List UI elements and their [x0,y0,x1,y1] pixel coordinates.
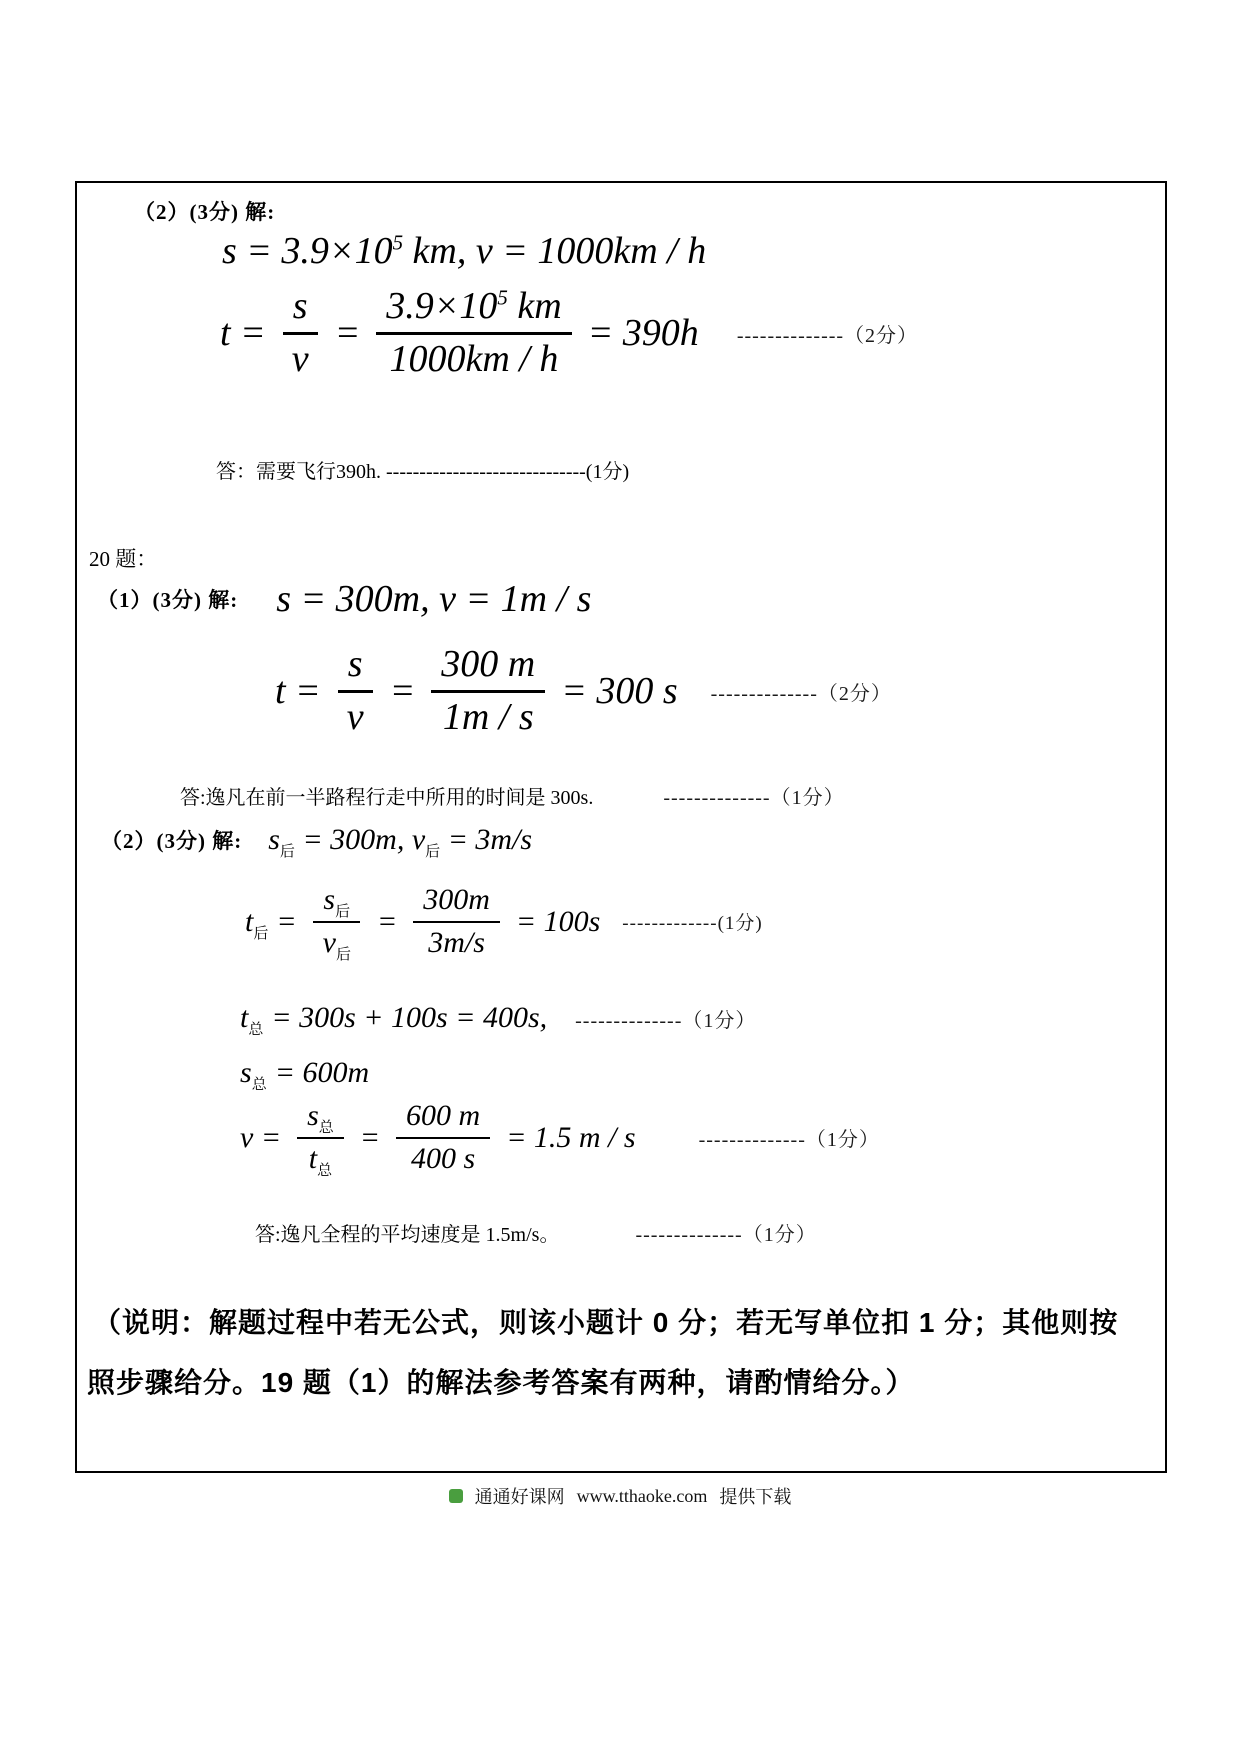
total-distance-expression: = 600m [274,1056,370,1089]
var-s: s [323,883,336,916]
grading-note-line-2: 照步骤给分。19 题（1）的解法参考答案有两种，请酌情给分。） [87,1367,915,1398]
var-v: v [322,925,336,959]
equation-20-2-total-time [240,1001,757,1038]
var-v-equals: v = [240,1120,282,1154]
problem-20-1-header-row [97,577,591,621]
fraction-values [396,1099,490,1176]
equation-20-2-total-distance [240,1056,370,1093]
sub-hou: 后 [425,844,441,860]
var-s: s [240,1056,252,1089]
score-label: （1分） [682,1009,757,1032]
num-post: km [507,285,562,327]
page-footer [0,1483,1240,1509]
denominator-v-hou [313,923,361,961]
numerator-300m: 300m [413,883,500,923]
numerator-s-hou [313,883,360,923]
numerator-s: s [338,643,373,693]
answer-20-1-row [180,781,845,810]
var-t-zong [240,1001,264,1038]
exponent: 5 [392,230,404,255]
var-t: t [308,1141,318,1175]
score-label: （1分） [770,787,845,809]
denominator-t-zong [299,1139,342,1177]
sub-hou: 后 [279,844,295,860]
problem-20-2-header-row [101,823,533,860]
score-label: （1分） [742,1224,817,1246]
footer-download-text: 提供下载 [719,1487,792,1507]
sub-zong: 总 [251,1077,267,1093]
equals-sign: = [389,670,416,713]
score-mark-1pt [663,781,844,810]
problem-20-2-header: （2）(3分) 解: [101,829,243,853]
footer-url: www.tthaoke.com [576,1485,708,1506]
denominator-value: 1000km / h [389,337,559,380]
fraction-shou-over-vhou [313,883,361,963]
equals-sign: = [376,904,398,938]
var-t: t [240,1001,249,1034]
fraction-values [413,883,500,960]
equation-20-2-average-speed [240,1099,880,1179]
equals-sign: = [359,1120,381,1154]
equals-sign: = [334,312,361,355]
dashes: -------------- [736,324,845,347]
dashes: ------------- [622,913,718,934]
sub-hou: 后 [335,904,351,920]
var-t-hou [245,904,269,942]
var-s: s [307,1099,319,1132]
answer-19-2: 答：需要飞行390h. ------------------------------(1分) [216,461,630,483]
problem-20-1-header: （1）(3分) 解: [97,588,239,612]
fraction-values [431,643,545,739]
given-mid: = 300m, v [294,823,426,856]
dashes: -------------- [663,787,771,809]
total-time-expression: = 300s + 100s = 400s, [271,1001,548,1034]
problem-20-title: 20 题： [89,547,158,571]
denominator-3ms: 3m/s [428,925,485,959]
dashes: -------------- [710,682,818,705]
var-t: t [245,904,254,938]
score-mark-2pt [711,677,892,706]
dashes: -------------- [575,1009,683,1032]
sub-hou: 后 [335,946,351,963]
denominator-v: v [291,337,309,380]
result-100s: = 100s [515,904,601,938]
score-label: （2分） [844,324,919,347]
score-mark-1pt [635,1218,816,1247]
given-pre: s = 3.9×10 [222,230,393,272]
equals-sign: = [276,904,297,938]
content-frame [75,181,1167,1473]
result-390h: = 390h [587,312,699,355]
score-label: (1分) [717,913,763,934]
sub-zong: 总 [317,1162,333,1179]
result-1.5ms: = 1.5 m / s [506,1120,636,1154]
fraction-szong-over-tzong [297,1099,344,1179]
score-mark-2pt [737,319,918,348]
fraction-s-over-v [282,285,319,381]
fraction-s-over-v [337,643,374,739]
var-s-zong [240,1056,267,1093]
result-300s: = 300 s [561,670,678,713]
denominator-1ms: 1m / s [442,695,534,738]
numerator-s: s [283,285,318,335]
sub-hou: 后 [253,925,269,942]
score-mark-1pt [699,1123,880,1152]
fraction-values [376,285,571,381]
var-s: s [268,823,280,856]
score-label: （2分） [817,682,892,705]
equation-19-2 [220,285,918,381]
denominator-400s: 400 s [411,1141,476,1175]
numerator-600m: 600 m [396,1099,490,1139]
var-t-equals: t = [220,312,266,355]
numerator-300m: 300 m [431,643,545,693]
answer-20-1: 答:逸凡在前一半路程行走中所用的时间是 300s. [180,787,594,809]
formula-20-1-given: s = 300m, v = 1m / s [276,578,592,620]
answer-20-2: 答:逸凡全程的平均速度是 1.5m/s。 [255,1224,560,1246]
given-end: = 3m/s [440,823,533,856]
sub-zong: 总 [318,1120,334,1136]
formula-20-2-given [268,823,533,860]
sub-zong: 总 [248,1022,264,1038]
denominator-v: v [346,695,364,738]
numerator-value [376,285,571,335]
var-t-equals: t = [275,670,321,713]
score-mark-1pt [575,1004,756,1033]
dashes: -------------- [698,1129,806,1151]
score-label: （1分） [805,1129,880,1151]
dashes: -------------- [635,1224,743,1246]
num-pre: 3.9×10 [386,285,498,327]
score-mark-1pt [622,908,762,935]
equation-20-2-time [245,883,763,963]
exponent: 5 [497,285,508,310]
numerator-s-zong [297,1099,344,1139]
grading-note-line-1: （说明：解题过程中若无公式，则该小题计 0 分；若无写单位扣 1 分；其他则按 [93,1307,1119,1338]
answer-20-2-row [255,1218,817,1247]
footer-logo-icon [449,1489,463,1503]
footer-site-name: 通通好课网 [474,1487,565,1507]
equation-20-1 [275,643,892,739]
formula-19-2-given [222,229,706,273]
problem-19-2-header: （2）(3分) 解: [134,200,276,224]
given-post: km, v = 1000km / h [403,230,707,272]
